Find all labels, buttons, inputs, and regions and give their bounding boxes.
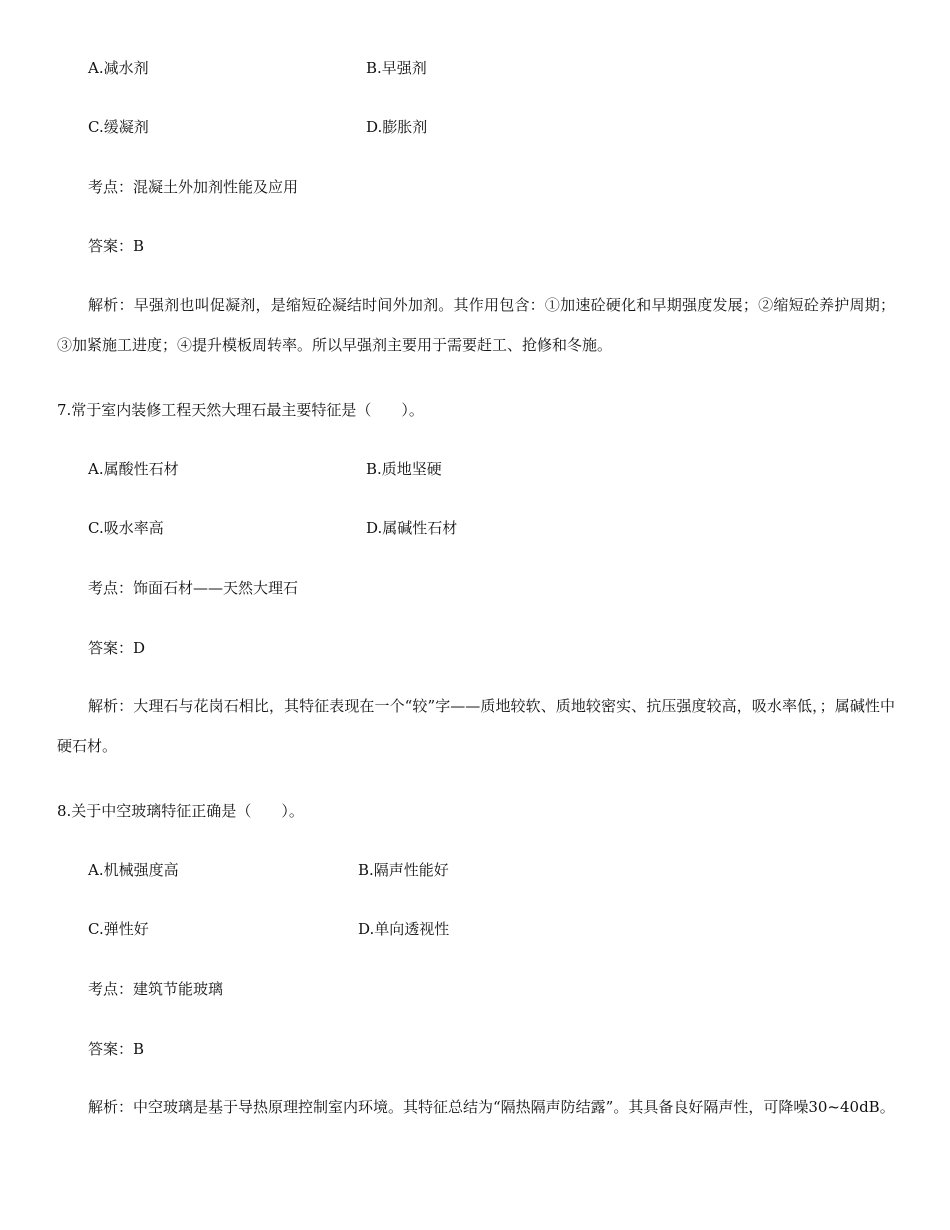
q7-option-d: D.属碱性石材 [366, 519, 458, 537]
q8-question: 8.关于中空玻璃特征正确是（ ）。 [57, 802, 304, 820]
q6-key-point: 考点：混凝土外加剂性能及应用 [88, 178, 299, 196]
q7-option-a: A.属酸性石材 [88, 460, 179, 478]
q8-answer: 答案：B [88, 1040, 145, 1058]
q6-option-b: B.早强剂 [366, 59, 427, 77]
q6-analysis: 解析：早强剂也叫促凝剂，是缩短砼凝结时间外加剂。其作用包含：①加速砼硬化和早期强度发展；②缩短砼养护周期；③加紧施工进度；④提升模板周转率。所以早强剂主要用于需要赶工、抢修和冬施。 [57, 296, 895, 354]
q6-option-c: C.缓凝剂 [88, 118, 149, 136]
q8-option-a: A.机械强度高 [88, 861, 179, 879]
q8-option-c: C.弹性好 [88, 920, 149, 938]
q8-option-b: B.隔声性能好 [358, 861, 449, 879]
q6-option-a: A.减水剂 [88, 59, 149, 77]
q7-option-b: B.质地坚硬 [366, 460, 442, 478]
q7-analysis: 解析：大理石与花岗石相比，其特征表现在一个“较”字——质地较软、质地较密实、抗压强度较高，吸水率低，；属碱性中硬石材。 [57, 697, 895, 755]
q6-option-d: D.膨胀剂 [366, 118, 428, 136]
q7-option-c: C.吸水率高 [88, 519, 164, 537]
q6-answer: 答案：B [88, 237, 145, 255]
q7-question: 7.常于室内装修工程天然大理石最主要特征是（ ）。 [57, 401, 424, 419]
q8-option-d: D.单向透视性 [358, 920, 450, 938]
q7-answer: 答案：D [88, 639, 146, 657]
q7-key-point: 考点：饰面石材——天然大理石 [88, 579, 299, 597]
q8-analysis: 解析：中空玻璃是基于导热原理控制室内环境。其特征总结为“隔热隔声防结露”。其具备良好隔声性，可降噪30~40dB。 [88, 1098, 895, 1116]
q8-key-point: 考点：建筑节能玻璃 [88, 980, 224, 998]
